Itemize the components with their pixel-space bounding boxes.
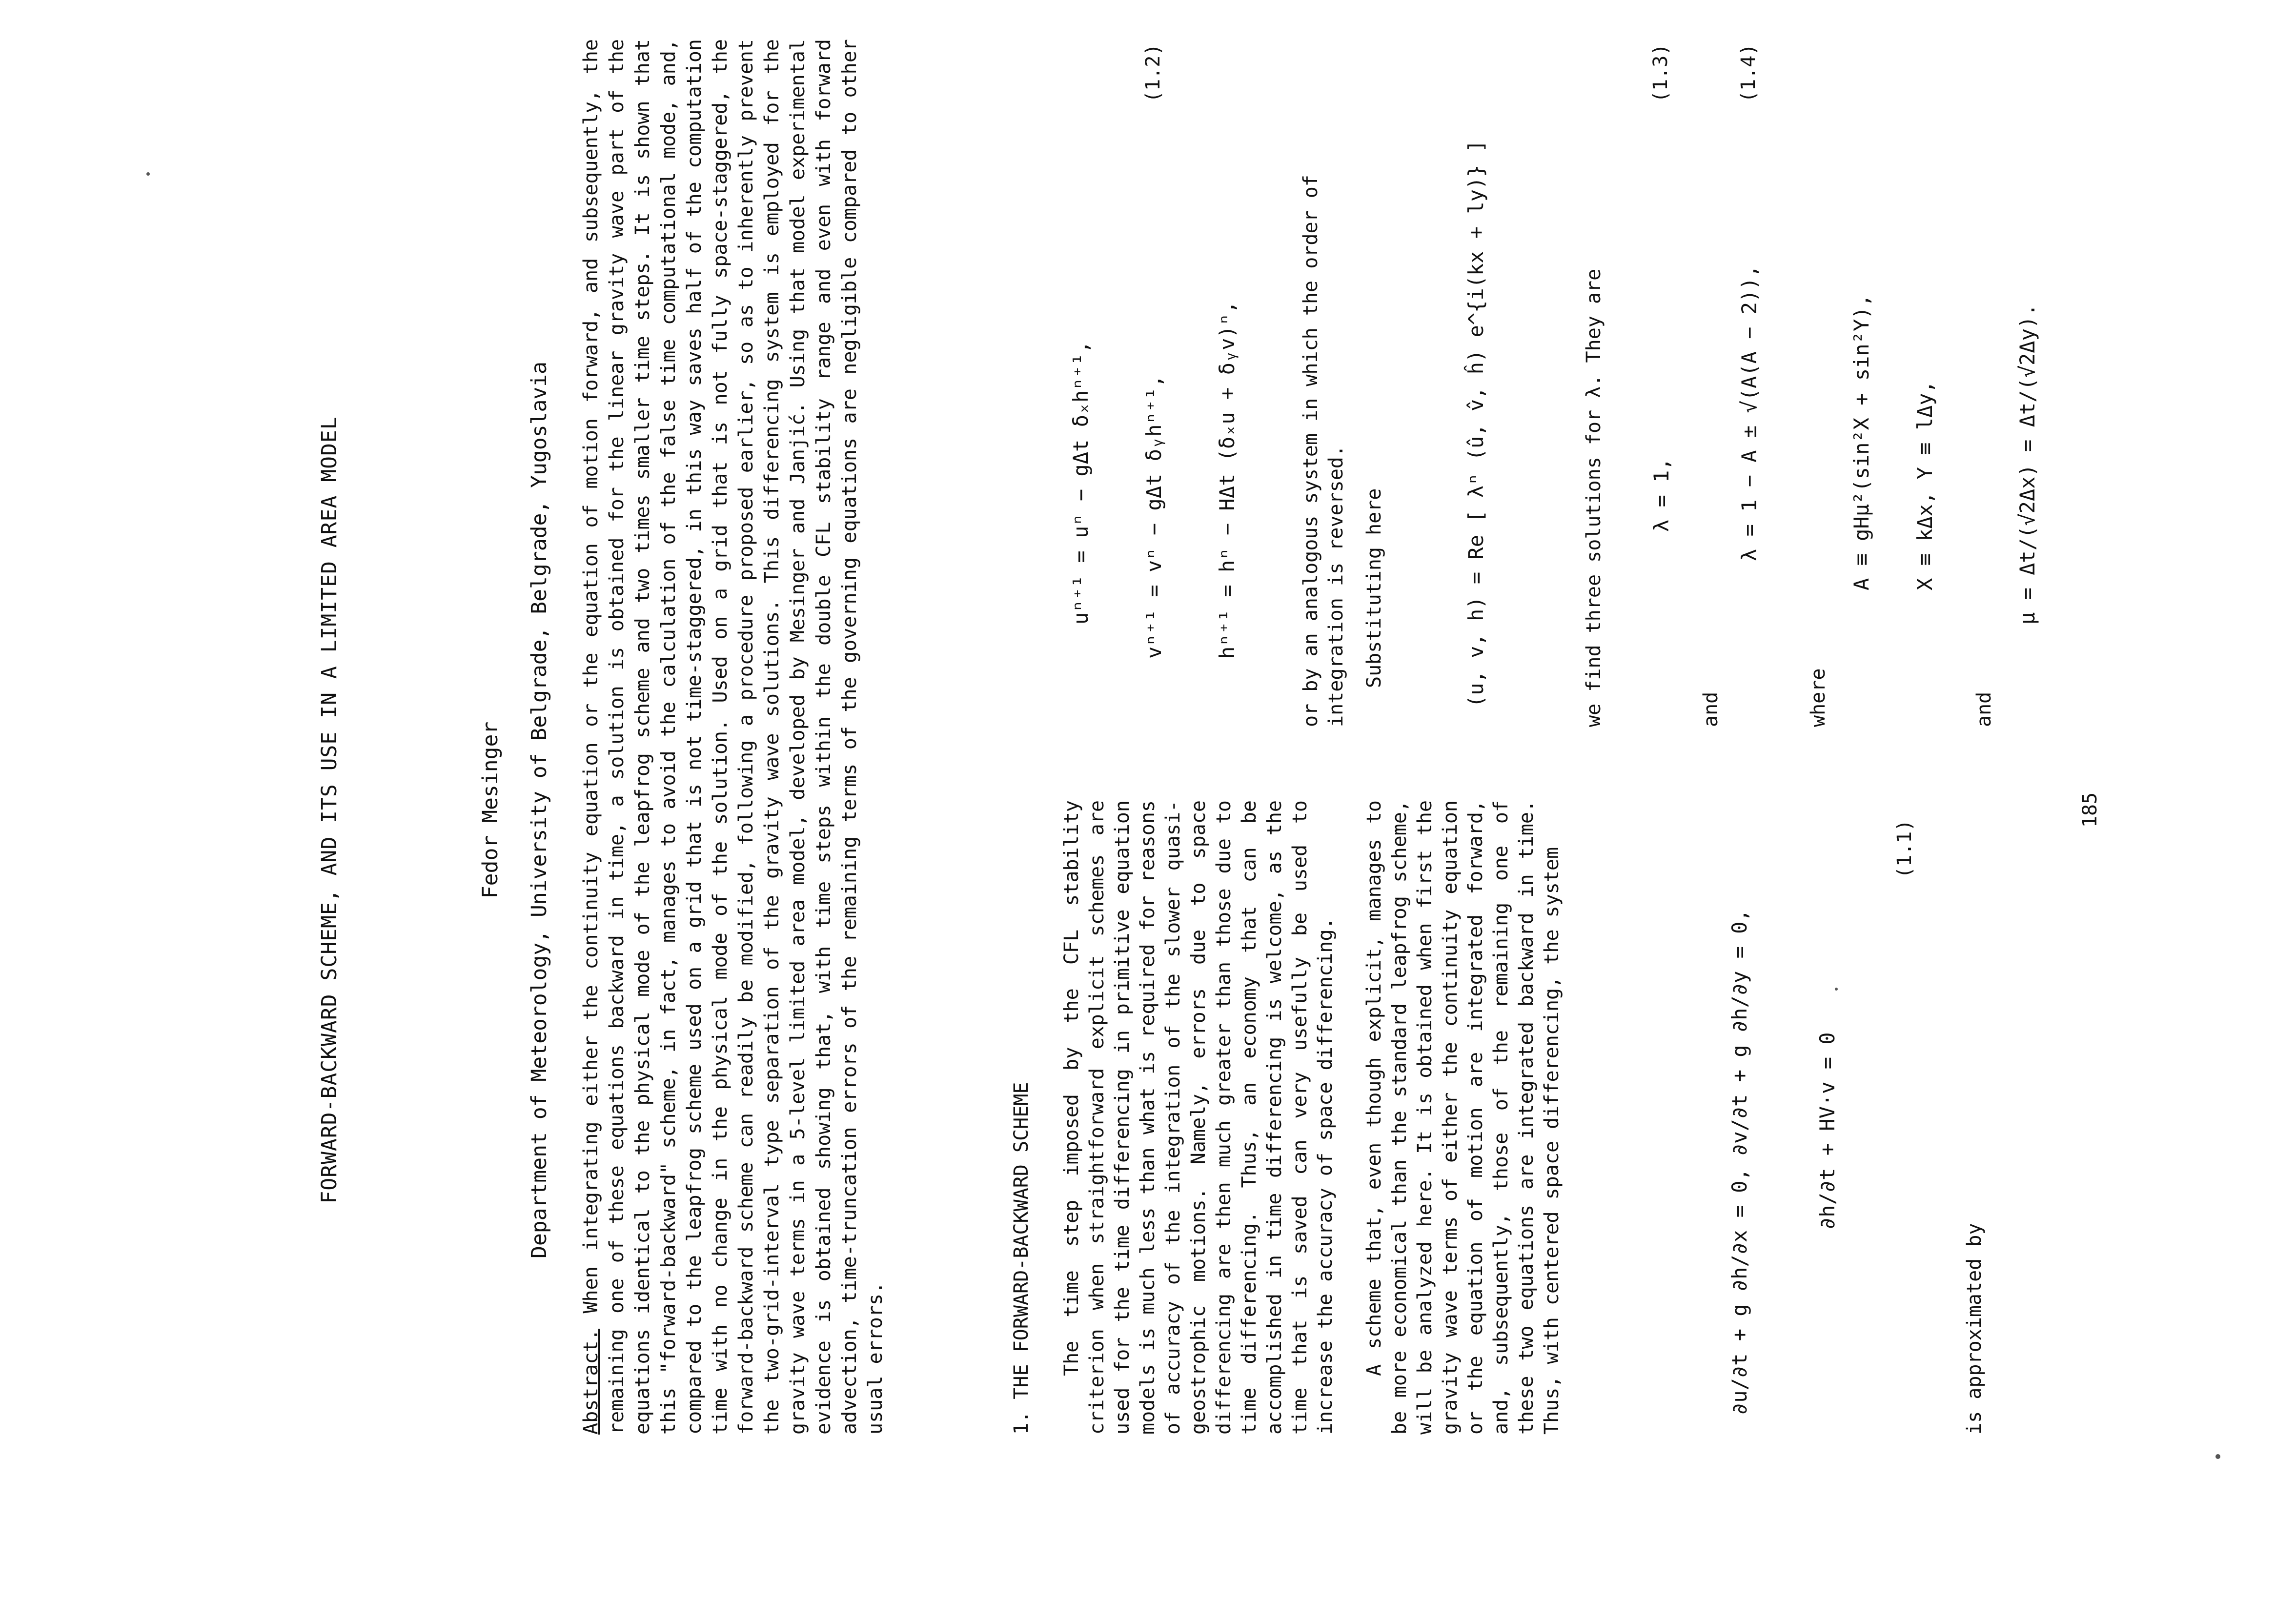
three-solutions-text: we find three solutions for λ. They are [1583,268,1605,727]
where-text: where [1807,668,1829,727]
section-heading: 1. THE FORWARD-BACKWARD SCHEME [1010,1082,1033,1435]
equation-A-definition: A ≡ gHμ²(sin²X + sin²Y), [1849,294,1873,590]
and-text-1: and [1700,691,1722,727]
scan-speck [2215,1454,2220,1459]
equation-1-3: λ = 1, [1649,458,1673,532]
equation-mu-definition: μ = Δt/(√2Δx) = Δt/(√2Δy). [2015,304,2039,625]
equation-XY-definition: X ≡ kΔx, Y ≡ lΔy, [1913,381,1937,590]
equation-substitution: (u, v, h) = Re [ λⁿ (û, v̂, ĥ) e^{i(kx + ly)} ] [1464,140,1488,708]
equation-number-1-3: (1.3) [1649,43,1672,102]
and-text-2: and [1973,691,1995,727]
equation-1-2-u: uⁿ⁺¹ = uⁿ − gΔt δₓhⁿ⁺¹, [1069,341,1093,625]
scan-speck [1835,988,1838,991]
abstract [578,39,889,1435]
equation-1-2-v: vⁿ⁺¹ = vⁿ − gΔt δᵧhⁿ⁺¹, [1142,375,1166,659]
equation-1-1-continuity: ∂h/∂t + HV·v = 0 [1815,1032,1839,1230]
analog-text: or by an analogous system in which the order of integration is reversed. [1300,175,1347,727]
substituting-text: Substituting here [1363,488,1385,688]
equation-number-1-1: (1.1) [1893,819,1916,878]
scan-speck [146,172,150,176]
author-affiliation: Department of Meteorology, University of Belgrade, Belgrade, Yugoslavia [527,361,551,1259]
page-number: 185 [2079,792,2101,828]
abstract-text: When integrating either the continuity equation or the equation of motion forward, and subsequently, the remaining one of these equations backward in time, a solution is obtained for the linear gravity wave part of the equations identical to the physical mode of the leapfrog scheme and two times smaller time steps. It is shown that this "forward-backward" scheme, in fact, manages to avoid the calculation of the false time computational mode, and, compared to the leapfrog scheme used on a grid that is not time-staggered, in this way saves half of the computation time with no change in the physical mode of the solution. Used on a grid that is not fully space-staggered, the forward-backward scheme can readily be modified, following a procedure proposed earlier, so as to inherently prevent the two-grid-interval type separation of the gravity wave solutions. This differencing system is employed for the gravity wave terms in a 5-level limited area model, developed by Mesinger and Janjić. Using that model experimental evidence is obtained showing that, with time steps within the double CFL stability range and even with forward advection, time-truncation errors of the remaining terms of the governing equations are negligible compared to other usual errors. [580,39,887,1435]
equation-1-2-h: hⁿ⁺¹ = hⁿ − HΔt (δₓu + δᵧv)ⁿ, [1215,301,1239,659]
author-name: Fedor Mesinger [478,721,503,899]
paragraph-scheme: A scheme that, even though explicit, manages to be more economical than the standard leapfrog scheme, will be analyzed here. It is obtained when first the gravity wave terms of either the continuity equation or the equation of motion are integrated forward, and, subsequently, those of the remaining one of these two equations are integrated backward in time. Thus, with centered space differencing, the system [1363,800,1563,1435]
abstract-label: Abstract. [580,1329,602,1435]
equation-number-1-4: (1.4) [1737,43,1760,102]
paragraph-cfl: The time step imposed by the CFL stability criterion when straightforward explicit schemes are used for the time differencing in primitive equation models is much less than what is required for reasons of accuracy of the integration of the slower quasi-geostrophic motions. Namely, errors due to space differencing are then much greater than those due to time differencing. Thus, an economy that can be accomplished in time differencing is welcome, as the time that is saved can very usefully be used to increase the accuracy of space differencing. [1060,800,1337,1435]
approx-text: is approximated by [1963,1223,1986,1435]
equation-number-1-2: (1.2) [1142,43,1164,102]
equation-1-1-momentum: ∂u/∂t + g ∂h/∂x = 0, ∂v/∂t + g ∂h/∂y = 0, [1727,909,1751,1415]
paper-title: FORWARD-BACKWARD SCHEME, AND ITS USE IN A LIMITED AREA MODEL [317,416,342,1204]
equation-1-4: λ = 1 − A ± √(A(A − 2)), [1737,265,1761,561]
